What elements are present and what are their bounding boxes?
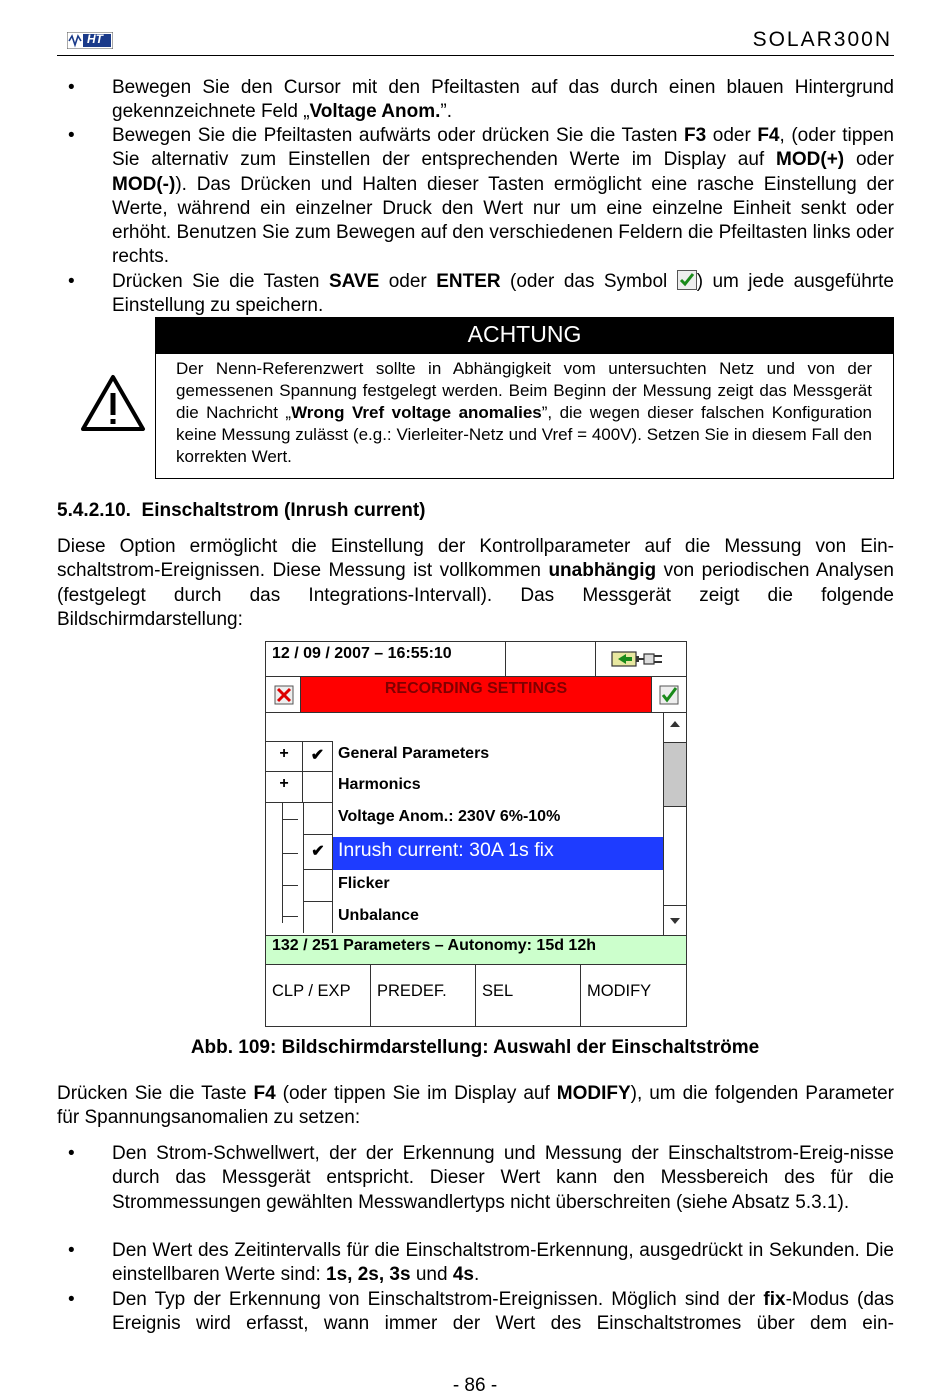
warning-title: ACHTUNG [155, 317, 894, 354]
list-item: • Bewegen Sie die Pfeiltasten aufwärts oder drücken Sie die Tasten F3 oder F4, (oder tippen Sie alternativ zum Einstellen der entsprechenden Werte im Display auf MOD(+) oder MOD(-)). Das Drücken und Halten dieser Tasten ermöglicht eine rasche Einstellung der Werte, während ein einzelner Druck den Wert nur um eine einzelne Einheit senkt oder erhöht. Benutzen Sie zum Bewegen auf den verschiedenen Feldern die Pfeiltasten links oder rechts. [68, 125, 894, 268]
battery-plug-icon [596, 642, 686, 677]
list-item: • Drücken Sie die Tasten SAVE oder ENTER (oder das Symbol ) um jede ausgeführte Einstellung zu speichern. [68, 271, 894, 317]
cancel-icon[interactable] [266, 677, 301, 713]
check-flicker[interactable] [303, 870, 333, 902]
figure-caption: Abb. 109: Bildschirmdarstellung: Auswahl der Einschaltströme [190, 1037, 760, 1058]
section-heading [57, 500, 426, 522]
row-label-voltage-anom[interactable]: Voltage Anom.: 230V 6%-10% [338, 808, 561, 825]
tree-line [282, 803, 283, 923]
intro-paragraph [57, 535, 894, 632]
logo-text: HT [87, 32, 103, 46]
bullet-bold: Voltage Anom. [309, 101, 441, 123]
predef-button[interactable]: PREDEF. [371, 965, 476, 1026]
list-item: • Bewegen Sie den Cursor mit den Pfeiltasten auf das durch einen blauen Hintergrund gekennzeichnete Feld „Voltage Anom.”. [68, 77, 894, 123]
ht-logo [67, 32, 113, 49]
sel-button[interactable]: SEL [476, 965, 581, 1026]
paragraph-bold: F4 [253, 1083, 276, 1104]
bullet-text: ”. [440, 101, 453, 123]
warning-text-part: ”, die wegen dieser falschen Konfiguration keine Messung zulässt (e.g.: Vierleiter-Netz und Vref = 400V). Setzen Sie in diesem Fall den korrekten Wert. [176, 403, 872, 466]
bullet-bold: ENTER [436, 271, 501, 292]
parameter-list [266, 713, 663, 935]
bullet-text: ) um jede ausgeführte Einstellung zu speichern. [112, 271, 894, 317]
page-number: - 86 - [452, 1375, 498, 1396]
scrollbar[interactable] [663, 713, 686, 935]
check-inrush[interactable]: ✔ [303, 835, 333, 870]
save-check-icon [677, 270, 697, 290]
tree-line [282, 819, 298, 820]
section-title: Einschaltstrom (Inrush current) [141, 500, 426, 521]
bullet-text: Bewegen Sie den Cursor mit den Pfeiltasten auf das durch einen blauen Hintergrund gekennzeichnete Feld „ [112, 77, 894, 123]
list-item: • Den Wert des Zeitintervalls für die Einschaltstrom-Erkennung, ausgedrückt in Sekunden. Die einstellbaren Werte sind: 1s, 2s, 3s und 4s. [68, 1240, 894, 1286]
status-bar: 132 / 251 Parameters – Autonomy: 15d 12h [266, 935, 686, 965]
check-general[interactable]: ✔ [303, 741, 333, 772]
datetime: 12 / 09 / 2007 – 16:55:10 [266, 642, 506, 677]
tree-line [282, 885, 298, 886]
row-label-flicker[interactable]: Flicker [338, 875, 390, 892]
bullet-text: , (oder tippen Sie alternativ zum Einstellen der entsprechenden Werte im Display auf [112, 125, 894, 171]
device-screen [265, 641, 687, 1027]
bullet-text: oder [706, 125, 758, 146]
section-number: 5.4.2.10. [57, 500, 131, 521]
bullet-text: Den Typ der Erkennung von Einschaltstrom-Ereignissen. Möglich sind der [112, 1289, 764, 1310]
row-label-inrush-selected[interactable]: Inrush current: 30A 1s fix [333, 837, 663, 870]
row-label-general[interactable]: General Parameters [338, 745, 490, 762]
row-label-harmonics[interactable]: Harmonics [338, 776, 421, 793]
list-item: • Den Typ der Erkennung von Einschaltstrom-Ereignissen. Möglich sind der fix-Modus (das Ereignis wird erfasst, wann immer der Wert des Einschaltstromes über dem ein- [68, 1289, 894, 1335]
bullet-text: (oder das Symbol [500, 271, 677, 292]
bullet-text: oder [379, 271, 437, 292]
list-item: • Den Strom-Schwellwert, der der Erkennung und Messung der Einschaltstrom-Ereig-nisse durch das Messgerät entspricht. Dieser Wert kann den Messbereich des für die Strommessungen gewählten Messwandlertyps nicht überschreiten (siehe Absatz 5.3.1). [68, 1143, 894, 1213]
paragraph-text: (oder tippen Sie im Display auf [275, 1083, 557, 1104]
check-harmonics[interactable] [303, 772, 333, 803]
scroll-up-icon[interactable] [664, 713, 686, 743]
bullet-bold: fix [763, 1289, 786, 1310]
warning-triangle-icon [80, 374, 146, 432]
tree-line [282, 916, 298, 917]
intro-text: Diese Option ermöglicht die Einstellung der Kontrollparameter auf die Messung von Ein-schaltstrom-Ereignissen. Diese Messung ist vollkommen [57, 536, 894, 582]
warning-text [176, 358, 872, 468]
bullet-bold: F4 [757, 125, 780, 146]
bullet-bold: 1s, 2s, 3s [326, 1264, 411, 1286]
bullet-text: -Modus (das Ereignis wird erfasst, wann immer der Wert des Einschaltstromes über dem ein- [112, 1289, 894, 1335]
scroll-down-icon[interactable] [664, 905, 686, 935]
paragraph-text: ), um die folgenden Parameter für Spannungsanomalien zu setzen: [57, 1083, 895, 1129]
screen-title: RECORDING SETTINGS [301, 677, 651, 713]
bullet-bold: 4s [452, 1264, 474, 1286]
bullet-bold: MOD(+) [776, 149, 845, 171]
bullet-bold: F3 [684, 125, 707, 146]
paragraph [57, 1082, 894, 1131]
clp-exp-button[interactable]: CLP / EXP [266, 965, 371, 1026]
bullet-text: und [410, 1264, 453, 1286]
check-unbalance[interactable] [303, 902, 333, 933]
bullet-text: Den Wert des Zeitintervalls für die Einschaltstrom-Erkennung, ausgedrückt in Sekunden. Die einstellbaren Werte sind: [112, 1240, 894, 1286]
document-title: SOLAR300N [752, 28, 892, 51]
scroll-thumb[interactable] [664, 743, 686, 807]
row-label-unbalance[interactable]: Unbalance [338, 907, 419, 924]
intro-bold: unabhängig [548, 560, 657, 582]
bullet-bold: SAVE [328, 271, 380, 292]
paragraph-text: Drücken Sie die Taste [57, 1083, 254, 1104]
confirm-icon[interactable] [651, 677, 686, 713]
bullet-bold: MOD(-) [112, 173, 176, 195]
bullet-text: oder [844, 149, 894, 171]
header-rule [57, 55, 894, 56]
tree-line [282, 853, 298, 854]
expander-harmonics[interactable]: + [266, 772, 303, 803]
bullet-text: Den Strom-Schwellwert, der der Erkennung und Messung der Einschaltstrom-Ereig-nisse durch das Messgerät entspricht. Dieser Wert kann den Messbereich des für die Strommessungen gewählten Messwandlertyps nicht überschreiten (siehe Absatz 5.3.1). [112, 1143, 894, 1213]
check-voltage-anom[interactable] [303, 803, 333, 835]
paragraph-bold: MODIFY [556, 1083, 631, 1104]
bullet-text: Bewegen Sie die Pfeiltasten aufwärts oder drücken Sie die Tasten [112, 125, 685, 146]
expander-general[interactable]: + [266, 741, 303, 772]
intro-text: von periodischen Analysen (festgelegt durch das Integrations-Intervall). Das Messgerät zeigt die folgende Bildschirmdarstellung: [57, 560, 895, 630]
bullet-text: . [473, 1264, 480, 1286]
bullet-text: Drücken Sie die Tasten [112, 271, 329, 292]
modify-button[interactable]: MODIFY [587, 982, 652, 1000]
warning-text-part: Der Nenn-Referenzwert sollte in Abhängigkeit vom untersuchten Netz und von der gemessenen Spannung festgelegt werden. Beim Beginn der Messung zeigt das Messgerät die Nachricht „ [176, 359, 872, 422]
screen-blank-cell [506, 642, 596, 677]
bullet-text: ). Das Drücken und Halten dieser Tasten ermöglicht eine rasche Einstellung der Werte, während ein einzelner Druck den Wert nur um eine einzelne Einheit senkt oder erhöht. Benutzen Sie zum Bewegen auf den verschiedenen Feldern die Pfeiltasten links oder rechts. [112, 173, 894, 268]
warning-message: Wrong Vref voltage anomalies [291, 403, 542, 422]
